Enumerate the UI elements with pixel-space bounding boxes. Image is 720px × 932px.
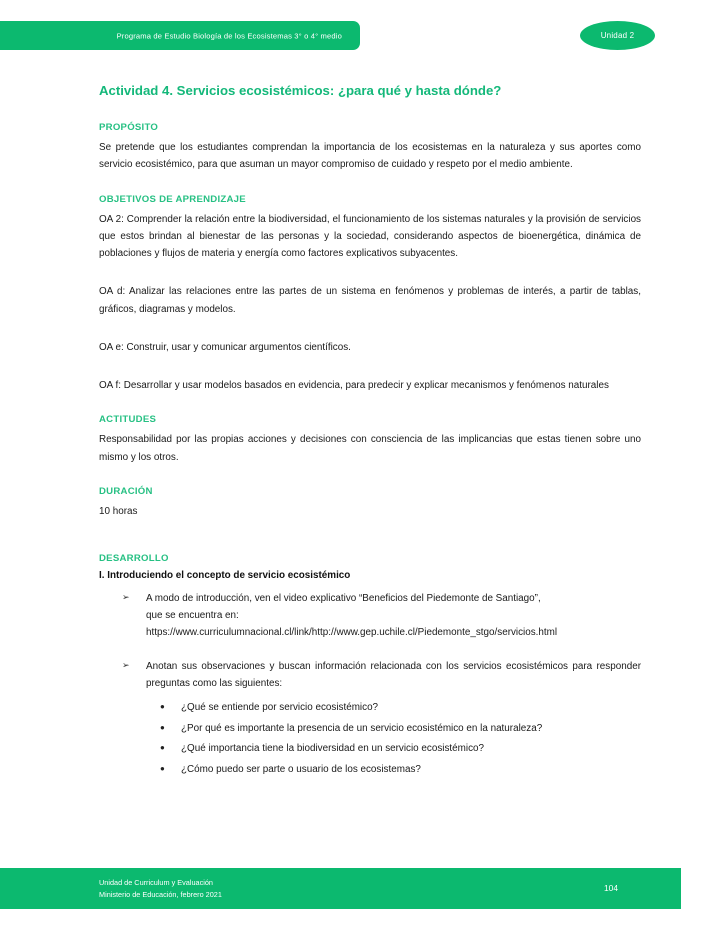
arrow-bullet-icon: ➢ <box>122 659 130 670</box>
list-item <box>99 590 641 642</box>
desarrollo-list <box>99 590 641 778</box>
list-item <box>146 740 641 757</box>
dot-bullet-icon: ● <box>160 743 165 753</box>
actitudes-text: Responsabilidad por las propias acciones y decisiones con consciencia de las implicancias que estas tienen sobre uno mismo y los otros. <box>99 434 641 463</box>
question-text: ¿Qué se entiende por servicio ecosistémico? <box>181 702 379 714</box>
proposito-text: Se pretende que los estudiantes comprendan la importancia de los ecosistemas en la naturaleza y sus aportes como servicio ecosistémico, para que asuman un mayor compromiso de cuidado y respeto por el medio ambiente. <box>99 142 641 171</box>
objetivo-oa2: OA 2: Comprender la relación entre la biodiversidad, el funcionamiento de los sistemas naturales y la provisión de servicios que estos brindan al bienestar de las personas y la sociedad, considerando aspectos de bioenergética, dinámica de poblaciones y flujos de materia y energía como factores explicativos subyacentes. <box>99 213 641 260</box>
arrow-bullet-icon: ➢ <box>122 591 130 602</box>
section-heading-objetivos: OBJETIVOS DE APRENDIZAJE <box>99 193 246 205</box>
objetivo-oad: OA d: Analizar las relaciones entre las partes de un sistema en fenómenos y problemas de interés, a partir de tablas, gráficos, diagramas y modelos. <box>99 286 641 315</box>
footer-line-1: Unidad de Curriculum y Evaluación <box>99 878 213 887</box>
section-duracion <box>99 486 641 520</box>
unit-badge <box>580 21 655 50</box>
question-text: ¿Cómo puedo ser parte o usuario de los ecosistemas? <box>181 763 421 775</box>
section-objetivos <box>99 194 641 395</box>
dot-bullet-icon: ● <box>160 763 165 773</box>
section-heading-desarrollo: DESARROLLO <box>99 552 169 564</box>
list-item <box>146 699 641 716</box>
dot-bullet-icon: ● <box>160 722 165 732</box>
objetivo-oae: OA e: Construir, usar y comunicar argumentos científicos. <box>99 341 351 353</box>
footer-institution <box>99 877 222 901</box>
section-actitudes <box>99 414 641 465</box>
question-text: ¿Por qué es importante la presencia de un servicio ecosistémico en la naturaleza? <box>181 722 543 734</box>
footer-band <box>0 868 681 909</box>
header-band <box>0 21 360 50</box>
duracion-text: 10 horas <box>99 505 138 517</box>
unit-badge-label: Unidad 2 <box>600 31 635 40</box>
section-proposito <box>99 122 641 173</box>
dot-bullet-icon: ● <box>160 702 165 712</box>
page-content <box>99 82 641 781</box>
list-item <box>146 761 641 778</box>
objetivo-oaf: OA f: Desarrollar y usar modelos basados en evidencia, para predecir y explicar mecanismos y fenómenos naturales <box>99 380 609 392</box>
list-item <box>146 720 641 737</box>
question-text: ¿Qué importancia tiene la biodiversidad en un servicio ecosistémico? <box>181 743 484 755</box>
page-number: 104 <box>604 883 618 893</box>
question-list <box>146 699 641 778</box>
section-heading-proposito: PROPÓSITO <box>99 122 159 134</box>
page-title: Actividad 4. Servicios ecosistémicos: ¿para qué y hasta dónde? <box>99 83 502 98</box>
header-program-title: Programa de Estudio Biología de los Ecosistemas 3° o 4° medio <box>116 31 342 40</box>
item-text: Anotan sus observaciones y buscan información relacionada con los servicios ecosistémicos para responder preguntas como las siguientes: <box>146 660 641 689</box>
section-heading-duracion: DURACIÓN <box>99 485 153 497</box>
section-heading-actitudes: ACTITUDES <box>99 414 157 426</box>
section-desarrollo <box>99 553 641 778</box>
list-item <box>99 658 641 778</box>
video-url[interactable]: https://www.curriculumnacional.cl/link/http://www.gep.uchile.cl/Piedemonte_stgo/servicios.html <box>146 627 558 639</box>
item-line-1: A modo de introducción, ven el video explicativo “Beneficios del Piedemonte de Santiago”, <box>146 592 541 604</box>
item-line-2: que se encuentra en: <box>146 610 239 622</box>
footer-line-2: Ministerio de Educación, febrero 2021 <box>99 889 222 899</box>
desarrollo-subheading: I. Introduciendo el concepto de servicio ecosistémico <box>99 569 351 581</box>
